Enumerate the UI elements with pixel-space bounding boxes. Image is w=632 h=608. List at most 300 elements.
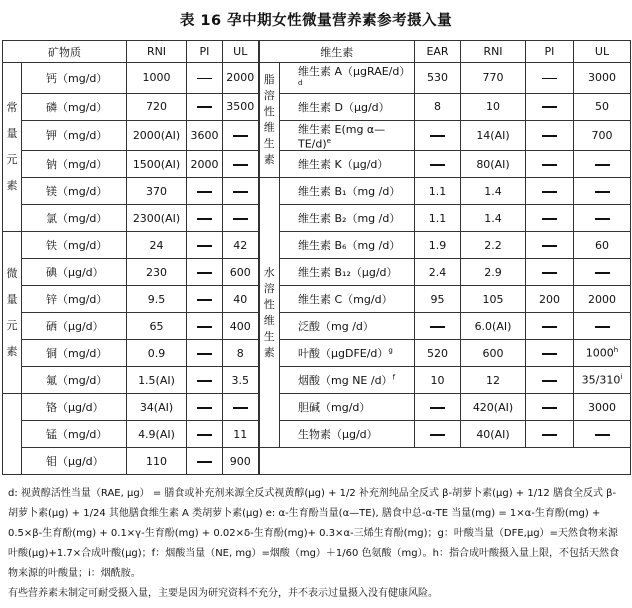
mineral-pi [187, 394, 223, 421]
mineral-pi [187, 313, 223, 340]
cell-value: 2.2 [484, 238, 502, 252]
mineral-ul [223, 178, 259, 205]
vitamin-name [280, 232, 415, 259]
cell-value: 530 [427, 71, 448, 85]
vitamin-ul [574, 120, 631, 151]
dash-mark [542, 272, 557, 274]
mineral-pi [187, 178, 223, 205]
header-minerals: 矿物质 [3, 41, 127, 63]
mineral-name [22, 93, 127, 120]
group-water-soluble [259, 178, 280, 448]
table-row [3, 232, 631, 259]
dash-mark [595, 326, 610, 328]
mineral-label: 铁（mg/d） [46, 239, 108, 253]
vitamin-rni [461, 151, 526, 178]
mineral-rni [127, 421, 187, 448]
mineral-pi [187, 448, 223, 475]
group-label: 微量元素 [6, 266, 18, 358]
mineral-ul [223, 448, 259, 475]
dash-mark [595, 164, 610, 166]
vitamin-pi [526, 394, 574, 421]
cell-value: 2.9 [484, 265, 502, 279]
mineral-rni [127, 63, 187, 94]
group-major-elements [3, 63, 22, 232]
cell-value: 24 [149, 238, 164, 252]
vitamin-name [280, 394, 415, 421]
dash-mark [542, 353, 557, 355]
group-fat-soluble [259, 63, 280, 178]
vitamin-ul [574, 421, 631, 448]
cell-value: 110 [146, 454, 167, 468]
vitamin-ear [415, 340, 461, 367]
dash-mark [595, 218, 610, 220]
vitamin-pi [526, 178, 574, 205]
vitamin-name [280, 178, 415, 205]
mineral-rni [127, 286, 187, 313]
vitamin-rni [461, 178, 526, 205]
mineral-pi [187, 286, 223, 313]
vitamin-rni [461, 63, 526, 94]
cell-value: 600 [482, 346, 504, 360]
mineral-rni [127, 340, 187, 367]
table-header-row [3, 41, 631, 63]
group-label: 脂溶性维生素 [263, 73, 275, 167]
dash-mark [595, 191, 610, 193]
vitamin-ear [415, 286, 461, 313]
vitamin-name [280, 367, 415, 394]
vitamin-ear [415, 151, 461, 178]
cell-value: 8 [434, 100, 441, 114]
cell-value: 1.1 [428, 211, 447, 225]
mineral-pi [187, 421, 223, 448]
vitamin-pi [526, 205, 574, 232]
header-mineral-pi: PI [187, 41, 223, 63]
group-blank [3, 394, 22, 475]
mineral-name [22, 178, 127, 205]
mineral-name [22, 421, 127, 448]
cell-value: 65 [149, 319, 164, 333]
mineral-label: 氟（mg/d） [46, 374, 108, 388]
vitamin-ul [574, 286, 631, 313]
table-row [3, 421, 631, 448]
mineral-ul [223, 63, 259, 94]
cell-value: 2000 [190, 157, 219, 171]
table-row [3, 286, 631, 313]
vitamin-label: 维生素 E(mg α—TE/d) [298, 122, 386, 151]
cell-value: 1500(AI) [132, 157, 181, 171]
mineral-name [22, 151, 127, 178]
mineral-ul [223, 232, 259, 259]
dash-mark [542, 380, 557, 382]
mineral-ul [223, 367, 259, 394]
table-row [3, 259, 631, 286]
mineral-pi [187, 367, 223, 394]
mineral-name [22, 394, 127, 421]
vitamin-name [280, 421, 415, 448]
cell-value: 2000 [226, 71, 255, 85]
vitamin-ear [415, 63, 461, 94]
vitamin-pi [526, 93, 574, 120]
vitamin-name [280, 313, 415, 340]
vitamin-ul [574, 178, 631, 205]
cell-value: 14(AI) [476, 128, 510, 142]
vitamin-rni [461, 259, 526, 286]
mineral-rni [127, 205, 187, 232]
mineral-ul [223, 340, 259, 367]
vitamin-label: 维生素 K（μg/d） [298, 158, 389, 172]
footnote-marker: e [326, 136, 331, 145]
cell-value: 2300(AI) [132, 211, 181, 225]
vitamin-ul [574, 151, 631, 178]
vitamin-rni [461, 367, 526, 394]
dash-mark [233, 164, 248, 166]
cell-value: 2.4 [428, 265, 447, 279]
mineral-rni [127, 394, 187, 421]
group-trace-elements [3, 232, 22, 394]
header-vitamin-ul: UL [574, 41, 631, 63]
mineral-rni [127, 367, 187, 394]
cell-value: 400 [229, 319, 251, 333]
vitamin-ear [415, 93, 461, 120]
dash-mark [595, 272, 610, 274]
dash-mark [430, 326, 445, 328]
mineral-label: 钼（μg/d） [46, 455, 104, 469]
cell-value: 95 [430, 292, 445, 306]
mineral-label: 镁（mg/d） [46, 185, 108, 199]
vitamin-ul [574, 340, 631, 367]
mineral-name [22, 448, 127, 475]
vitamin-ul [574, 259, 631, 286]
dash-mark [197, 407, 212, 409]
mineral-pi [187, 205, 223, 232]
mineral-ul [223, 259, 259, 286]
cell-value: 60 [595, 238, 609, 252]
table-row [3, 340, 631, 367]
vitamin-label: 叶酸（μgDFE/d） [298, 347, 389, 361]
vitamin-name [280, 286, 415, 313]
cell-value: 3600 [190, 128, 219, 142]
mineral-pi [187, 259, 223, 286]
dash-mark [197, 326, 212, 328]
mineral-rni [127, 448, 187, 475]
cell-value: 80(AI) [476, 157, 510, 171]
vitamin-rni [461, 120, 526, 151]
vitamin-ear [415, 394, 461, 421]
dash-mark [233, 191, 248, 193]
cell-value: 1.9 [428, 238, 447, 252]
vitamin-name [280, 340, 415, 367]
mineral-pi [187, 120, 223, 151]
cell-value: 40 [233, 292, 248, 306]
vitamin-label: 胆碱（mg/d） [298, 401, 371, 415]
vitamin-label: 维生素 B₂（mg /d） [298, 212, 401, 226]
mineral-ul [223, 313, 259, 340]
mineral-label: 锰（mg/d） [46, 428, 108, 442]
table-title: 表 16 孕中期女性微量营养素参考摄入量 [179, 13, 453, 29]
mineral-rni [127, 178, 187, 205]
vitamin-ear [415, 313, 461, 340]
vitamin-ul [574, 232, 631, 259]
mineral-rni [127, 313, 187, 340]
cell-value: 1.4 [484, 184, 502, 198]
mineral-rni [127, 93, 187, 120]
cell-value: 370 [146, 184, 167, 198]
vitamin-ear [415, 367, 461, 394]
footnote-marker: g [388, 346, 393, 355]
dash-mark [542, 135, 557, 137]
vitamin-rni [461, 340, 526, 367]
vitamin-name [280, 63, 415, 94]
cell-value: 8 [236, 346, 244, 360]
vitamin-ul [574, 367, 631, 394]
dash-mark [197, 78, 212, 80]
mineral-label: 磷（mg/d） [46, 100, 108, 114]
mineral-pi [187, 340, 223, 367]
cell-value: 4.9(AI) [138, 427, 175, 441]
cell-value: 3000 [588, 71, 616, 85]
footnote-marker: d [298, 79, 303, 87]
vitamin-label: 生物素（μg/d） [298, 428, 378, 442]
vitamin-label: 维生素 B₆（mg /d） [298, 239, 401, 253]
cell-value: 11 [233, 427, 248, 441]
dash-mark [542, 245, 557, 247]
table-row [3, 367, 631, 394]
table-row [3, 120, 631, 151]
dash-mark [542, 78, 557, 80]
cell-value: 3000 [588, 400, 616, 414]
cell-value: 0.9 [147, 346, 166, 360]
dash-mark [542, 218, 557, 220]
mineral-ul [223, 151, 259, 178]
mineral-label: 钙（mg/d） [46, 71, 108, 85]
dash-mark [542, 407, 557, 409]
cell-value: 34(AI) [139, 400, 174, 414]
mineral-name [22, 340, 127, 367]
dash-mark [595, 434, 610, 436]
mineral-pi [187, 151, 223, 178]
vitamin-pi [526, 340, 574, 367]
dash-mark [233, 218, 248, 220]
mineral-rni [127, 120, 187, 151]
vitamin-pi [526, 63, 574, 94]
cell-value: 1000 [585, 347, 614, 361]
header-mineral-rni: RNI [127, 41, 187, 63]
cell-value: 105 [482, 292, 504, 306]
cell-value: 35/310 [581, 374, 621, 388]
mineral-ul [223, 205, 259, 232]
mineral-ul [223, 120, 259, 151]
mineral-label: 硒（μg/d） [46, 320, 104, 334]
mineral-name [22, 232, 127, 259]
vitamin-label: 维生素 D（μg/d） [298, 100, 390, 114]
vitamin-pi [526, 367, 574, 394]
vitamin-rni [461, 394, 526, 421]
cell-value: 3.5 [231, 373, 249, 387]
mineral-ul [223, 286, 259, 313]
vitamin-label: 维生素 B₁₂（μg/d） [298, 266, 398, 280]
vitamin-name [280, 259, 415, 286]
cell-value: 2000 [588, 292, 616, 306]
footnote-definitions: d: 视黄醇活性当量（RAE, μg） = 膳食或补充剂来源全反式视黄醇(μg) + 1/2 补充剂纯品全反式 β-胡萝卜素(μg) + 1/12 膳食全反式 β-胡萝卜素(μg) + 1/24 其他膳食维生素 A 类胡萝卜素(μg) e: α-生育酚当量(α—TE), 膳食中总-α-TE 当量(mg) = 1×α-生育酚(mg) + 0.5×β-生育酚(mg) + 0.1×γ-生育酚(mg) + 0.02×δ-生育酚(mg)+ 0.3×α-三烯生育酚(mg)；g：叶酸当量（DFE,μg）=天然食物来源叶酸(μg)+1.7×合成叶酸(μg)；f：烟酸当量（NE, mg）=烟酸（mg）＋1/60 色氨酸（mg）。h：指合成叶酸摄入量上限，不包括天然食物来源的叶酸量；i：烟酰胺。 [8, 488, 619, 579]
vitamin-ear [415, 120, 461, 151]
header-vitamin-rni: RNI [461, 41, 526, 63]
vitamin-ul [574, 394, 631, 421]
mineral-ul [223, 93, 259, 120]
vitamin-pi [526, 421, 574, 448]
cell-value: 10 [430, 373, 445, 387]
mineral-label: 铬（μg/d） [46, 401, 104, 415]
vitamin-ear [415, 421, 461, 448]
mineral-name [22, 259, 127, 286]
mineral-rni [127, 151, 187, 178]
table-row [3, 205, 631, 232]
cell-value: 520 [427, 346, 448, 360]
table-row [3, 394, 631, 421]
dash-mark [542, 106, 557, 108]
table-row [3, 63, 631, 94]
cell-value: 230 [146, 265, 167, 279]
vitamin-ul [574, 313, 631, 340]
cell-value: 720 [146, 100, 167, 114]
mineral-name [22, 286, 127, 313]
vitamin-rni [461, 286, 526, 313]
mineral-name [22, 313, 127, 340]
vitamin-rni [461, 205, 526, 232]
mineral-label: 碘（μg/d） [46, 266, 104, 280]
cell-value: 9.5 [147, 292, 166, 306]
cell-value: 600 [229, 265, 251, 279]
cell-value: 2000(AI) [132, 128, 181, 142]
dash-mark [197, 218, 212, 220]
vitamin-ear [415, 178, 461, 205]
cell-value: 1000 [142, 71, 171, 85]
dash-mark [197, 299, 212, 301]
header-vitamins: 维生素 [259, 41, 415, 63]
cell-value: 900 [229, 454, 251, 468]
vitamin-ul [574, 63, 631, 94]
dash-mark [197, 461, 212, 463]
mineral-label: 锌（mg/d） [46, 293, 108, 307]
vitamin-name [280, 93, 415, 120]
dash-mark [542, 326, 557, 328]
dash-mark [542, 434, 557, 436]
dash-mark [542, 164, 557, 166]
vitamin-pi [526, 151, 574, 178]
cell-value: 3500 [226, 100, 255, 114]
vitamin-label: 烟酸（mg NE /d） [298, 374, 393, 388]
mineral-label: 铜（mg/d） [46, 347, 108, 361]
mineral-label: 钠（mg/d） [46, 158, 108, 172]
cell-value: 10 [486, 100, 500, 114]
header-vitamin-ear: EAR [415, 41, 461, 63]
dash-mark [197, 353, 212, 355]
mineral-ul [223, 421, 259, 448]
dash-mark [197, 272, 212, 274]
table-row [3, 93, 631, 120]
footnote-disclaimer: 有些营养素未制定可耐受摄入量，主要是因为研究资料不充分，并不表示过量摄入没有健康风险。 [8, 588, 438, 599]
vitamin-rni [461, 232, 526, 259]
vitamin-ear [415, 232, 461, 259]
vitamin-label: 维生素 B₁（mg /d） [298, 185, 401, 199]
cell-value: 40(AI) [476, 427, 510, 441]
mineral-name [22, 120, 127, 151]
vitamin-label: 维生素 A（μgRAE/d） [298, 65, 411, 78]
dash-mark [197, 245, 212, 247]
mineral-label: 钾（mg/d） [46, 129, 108, 143]
dash-mark [233, 407, 248, 409]
vitamin-name [280, 120, 415, 151]
mineral-rni [127, 259, 187, 286]
vitamin-name [280, 205, 415, 232]
dash-mark [197, 106, 212, 108]
dash-mark [430, 434, 445, 436]
cell-value: 1.1 [428, 184, 447, 198]
dash-mark [430, 164, 445, 166]
cell-value: 1.5(AI) [138, 373, 175, 387]
mineral-label: 氯（mg/d） [46, 212, 108, 226]
vitamin-label: 维生素 C（mg/d） [298, 293, 393, 307]
vitamin-ul [574, 93, 631, 120]
mineral-name [22, 205, 127, 232]
footnotes [2, 480, 630, 608]
vitamin-pi [526, 232, 574, 259]
dash-mark [197, 380, 212, 382]
vitamin-pi [526, 313, 574, 340]
group-label: 常量元素 [6, 101, 18, 193]
cell-value: 200 [539, 292, 560, 306]
cell-value: 770 [482, 71, 504, 85]
vitamin-pi [526, 286, 574, 313]
cell-value: 6.0(AI) [474, 319, 512, 333]
cell-value: 12 [486, 373, 500, 387]
cell-value: 1.4 [484, 211, 502, 225]
mineral-name [22, 367, 127, 394]
vitamin-rni [461, 421, 526, 448]
group-label: 水溶性维生素 [263, 265, 275, 359]
mineral-rni [127, 232, 187, 259]
cell-value: 420(AI) [472, 400, 514, 414]
dash-mark [197, 434, 212, 436]
table-row [3, 313, 631, 340]
cell-value: 42 [233, 238, 248, 252]
dash-mark [233, 135, 248, 137]
vitamin-label: 泛酸（mg /d） [298, 320, 374, 334]
table-row [3, 151, 631, 178]
cell-value: 700 [591, 128, 613, 142]
header-vitamin-pi: PI [526, 41, 574, 63]
vitamin-rni [461, 93, 526, 120]
header-mineral-ul: UL [223, 41, 259, 63]
dash-mark [430, 135, 445, 137]
vitamin-empty [259, 448, 631, 475]
mineral-pi [187, 232, 223, 259]
cell-value: 50 [595, 100, 609, 114]
vitamin-pi [526, 120, 574, 151]
vitamin-ear [415, 205, 461, 232]
dash-mark [197, 191, 212, 193]
vitamin-ul [574, 205, 631, 232]
vitamin-ear [415, 259, 461, 286]
footnote-marker: f [392, 373, 396, 382]
table-row [3, 448, 631, 475]
vitamin-pi [526, 259, 574, 286]
vitamin-rni [461, 313, 526, 340]
vitamin-name [280, 151, 415, 178]
mineral-pi [187, 63, 223, 94]
mineral-ul [223, 394, 259, 421]
table-row [3, 178, 631, 205]
mineral-name [22, 63, 127, 94]
